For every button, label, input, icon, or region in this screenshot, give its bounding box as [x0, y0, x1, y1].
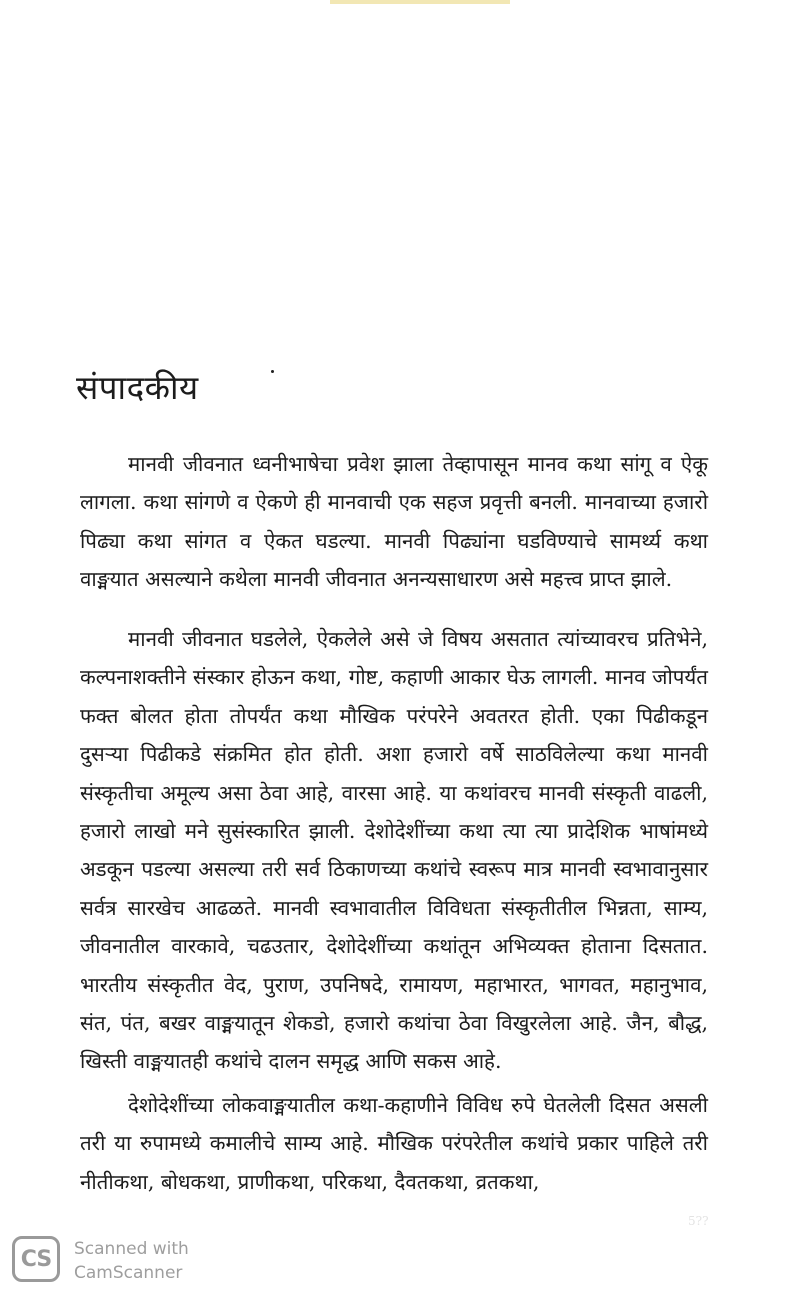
page-heading: संपादकीय	[76, 368, 199, 407]
paragraph-3	[80, 1086, 708, 1201]
paragraph-2	[80, 620, 708, 1081]
top-edge-mark	[330, 0, 510, 4]
speck-dot	[271, 370, 274, 373]
watermark-line-2: CamScanner	[74, 1263, 183, 1283]
camscanner-logo-icon: CS	[12, 1236, 60, 1282]
watermark-line-1: Scanned with	[74, 1239, 189, 1259]
camscanner-watermark	[12, 1234, 212, 1286]
paragraph-1-text: मानवी जीवनात ध्वनीभाषेचा प्रवेश झाला तेव्हापासून मानव कथा सांगू व ऐकू लागला. कथा सांगणे व ऐकणे ही मानवाची एक सहज प्रवृत्ती बनली. मानवाच्या हजारो पिढ्या कथा सांगत व ऐकत घडल्या. मानवी पिढ्यांना घडविण्याचे सामर्थ्य कथा वाङ्मयात असल्याने कथेला मानवी जीवनात अनन्यसाधारण असे महत्त्व प्राप्त झाले.	[80, 452, 708, 592]
paragraph-2-text: मानवी जीवनात घडलेले, ऐकलेले असे जे विषय असतात त्यांच्यावरच प्रतिभेने, कल्पनाशक्तीने संस्कार होऊन कथा, गोष्ट, कहाणी आकार घेऊ लागली. मानव जोपर्यंत फक्त बोलत होता तोपर्यंत कथा मौखिक परंपरेने अवतरत होती. एका पिढीकडून दुसऱ्या पिढीकडे संक्रमित होत होती. अशा हजारो वर्षे साठविलेल्या कथा मानवी संस्कृतीचा अमूल्य असा ठेवा आहे, वारसा आहे. या कथांवरच मानवी संस्कृती वाढली, हजारो लाखो मने सुसंस्कारित झाली. देशोदेशींच्या कथा त्या त्या प्रादेशिक भाषांमध्ये अडकून पडल्या असल्या तरी सर्व ठिकाणच्या कथांचे स्वरूप मात्र मानवी स्वभावानुसार सर्वत्र सारखेच आढळते. मानवी स्वभावातील विविधता संस्कृतीतील भिन्नता, साम्य, जीवनातील वारकावे, चढउतार, देशोदेशींच्या कथांतून अभिव्यक्त होताना दिसतात. भारतीय संस्कृतीत वेद, पुराण, उपनिषदे, रामायण, महाभारत, भागवत, महानुभाव, संत, पंत, बखर वाङ्मयातून शेकडो, हजारो कथांचा ठेवा विखुरलेला आहे. जैन, बौद्ध, खिस्ती वाङ्मयातही कथांचे दालन समृद्ध आणि सकस आहे.	[80, 627, 708, 1074]
paragraph-1	[80, 445, 708, 599]
page-number: 5??	[688, 1214, 709, 1228]
paragraph-3-text: देशोदेशींच्या लोकवाङ्मयातील कथा-कहाणीने विविध रुपे घेतलेली दिसत असली तरी या रुपामध्ये कमालीचे साम्य आहे. मौखिक परंपरेतील कथांचे प्रकार पाहिले तरी नीतीकथा, बोधकथा, प्राणीकथा, परिकथा, दैवतकथा, व्रतकथा,	[80, 1093, 708, 1194]
